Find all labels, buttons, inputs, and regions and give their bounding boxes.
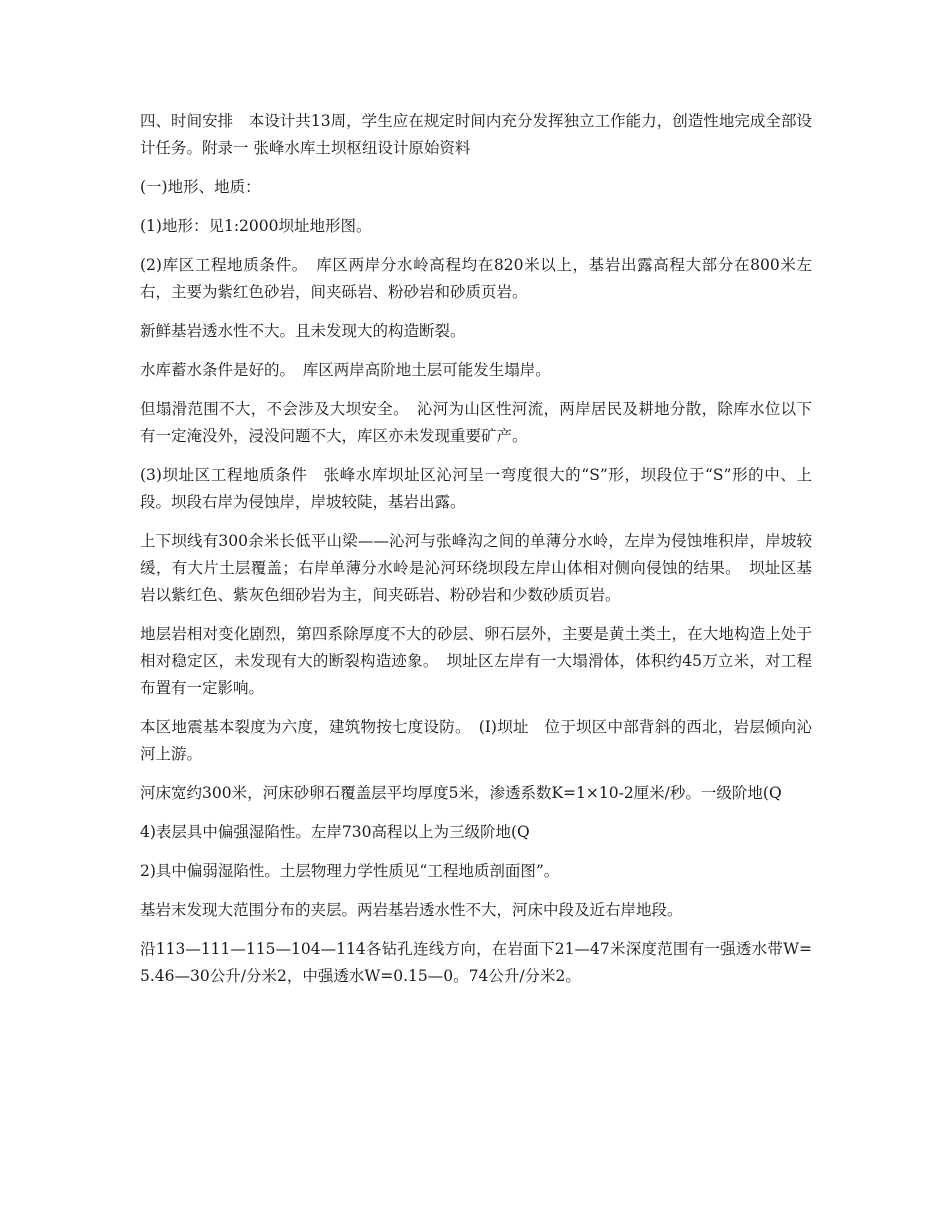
- paragraph: 2)具中偏弱湿陷性。土层物理力学性质见“工程地质剖面图”。: [140, 862, 560, 880]
- paragraph: (一)地形、地质：: [140, 178, 261, 196]
- document-page: [140, 108, 812, 1002]
- paragraph: 本区地震基本裂度为六度，建筑物按七度设防。 (I)坝址 位于坝区中部背斜的西北，岩层倾向沁河上游。: [140, 718, 812, 763]
- paragraph: (3)坝址区工程地质条件 张峰水库坝址区沁河呈一弯度很大的“S”形，坝段位于“S”形的中、上段。坝段右岸为侵蚀岸，岸坡较陡，基岩出露。: [140, 466, 812, 511]
- paragraph: 基岩末发现大范围分布的夹层。两岩基岩透水性不大，河床中段及近右岸地段。: [140, 901, 683, 919]
- paragraph: (2)库区工程地质条件。 库区两岸分水岭高程均在820米以上，基岩出露高程大部分在800米左右，主要为紫红色砂岩，间夹砾岩、粉砂岩和砂质页岩。: [140, 256, 812, 301]
- paragraph: 新鲜基岩透水性不大。且未发现大的构造断裂。: [140, 322, 466, 340]
- paragraph: 沿113—111—115—104—114各钻孔连线方向，在岩面下21—47米深度范围有一强透水带W=5.46—30公升/分米2，中强透水W=0.15—0。74公升/分米2。: [140, 940, 812, 985]
- paragraph: 上下坝线有300余米长低平山梁——沁河与张峰沟之间的单薄分水岭，左岸为侵蚀堆积岸，岸坡较缓，有大片土层覆盖；右岸单薄分水岭是沁河环绕坝段左岸山体相对侧向侵蚀的结果。 坝址区基岩以紫红色、紫灰色细砂岩为主，间夹砾岩、粉砂岩和少数砂质页岩。: [140, 532, 812, 604]
- paragraph: 4)表层具中偏强湿陷性。左岸730高程以上为三级阶地(Q: [140, 823, 530, 841]
- paragraph: 地层岩相对变化剧烈，第四系除厚度不大的砂层、卵石层外，主要是黄土类土，在大地构造上处于相对稳定区，未发现有大的断裂构造迹象。 坝址区左岸有一大塌滑体，体积约45万立米，对工程布置有一定影响。: [140, 625, 812, 697]
- paragraph: 但塌滑范围不大，不会涉及大坝安全。 沁河为山区性河流，两岸居民及耕地分散，除库水位以下有一定淹没外，浸没问题不大，库区亦未发现重要矿产。: [140, 400, 812, 445]
- paragraph: (1)地形：见1:2000坝址地形图。: [140, 217, 372, 235]
- paragraph: 河床宽约300米，河床砂卵石覆盖层平均厚度5米，渗透系数K=1×10-2厘米/秒。一级阶地(Q: [140, 784, 782, 802]
- paragraph: 四、时间安排 本设计共13周，学生应在规定时间内充分发挥独立工作能力，创造性地完成全部设计任务。附录一 张峰水库土坝枢纽设计原始资料: [140, 112, 812, 157]
- paragraph: 水库蓄水条件是好的。 库区两岸高阶地土层可能发生塌岸。: [140, 361, 551, 379]
